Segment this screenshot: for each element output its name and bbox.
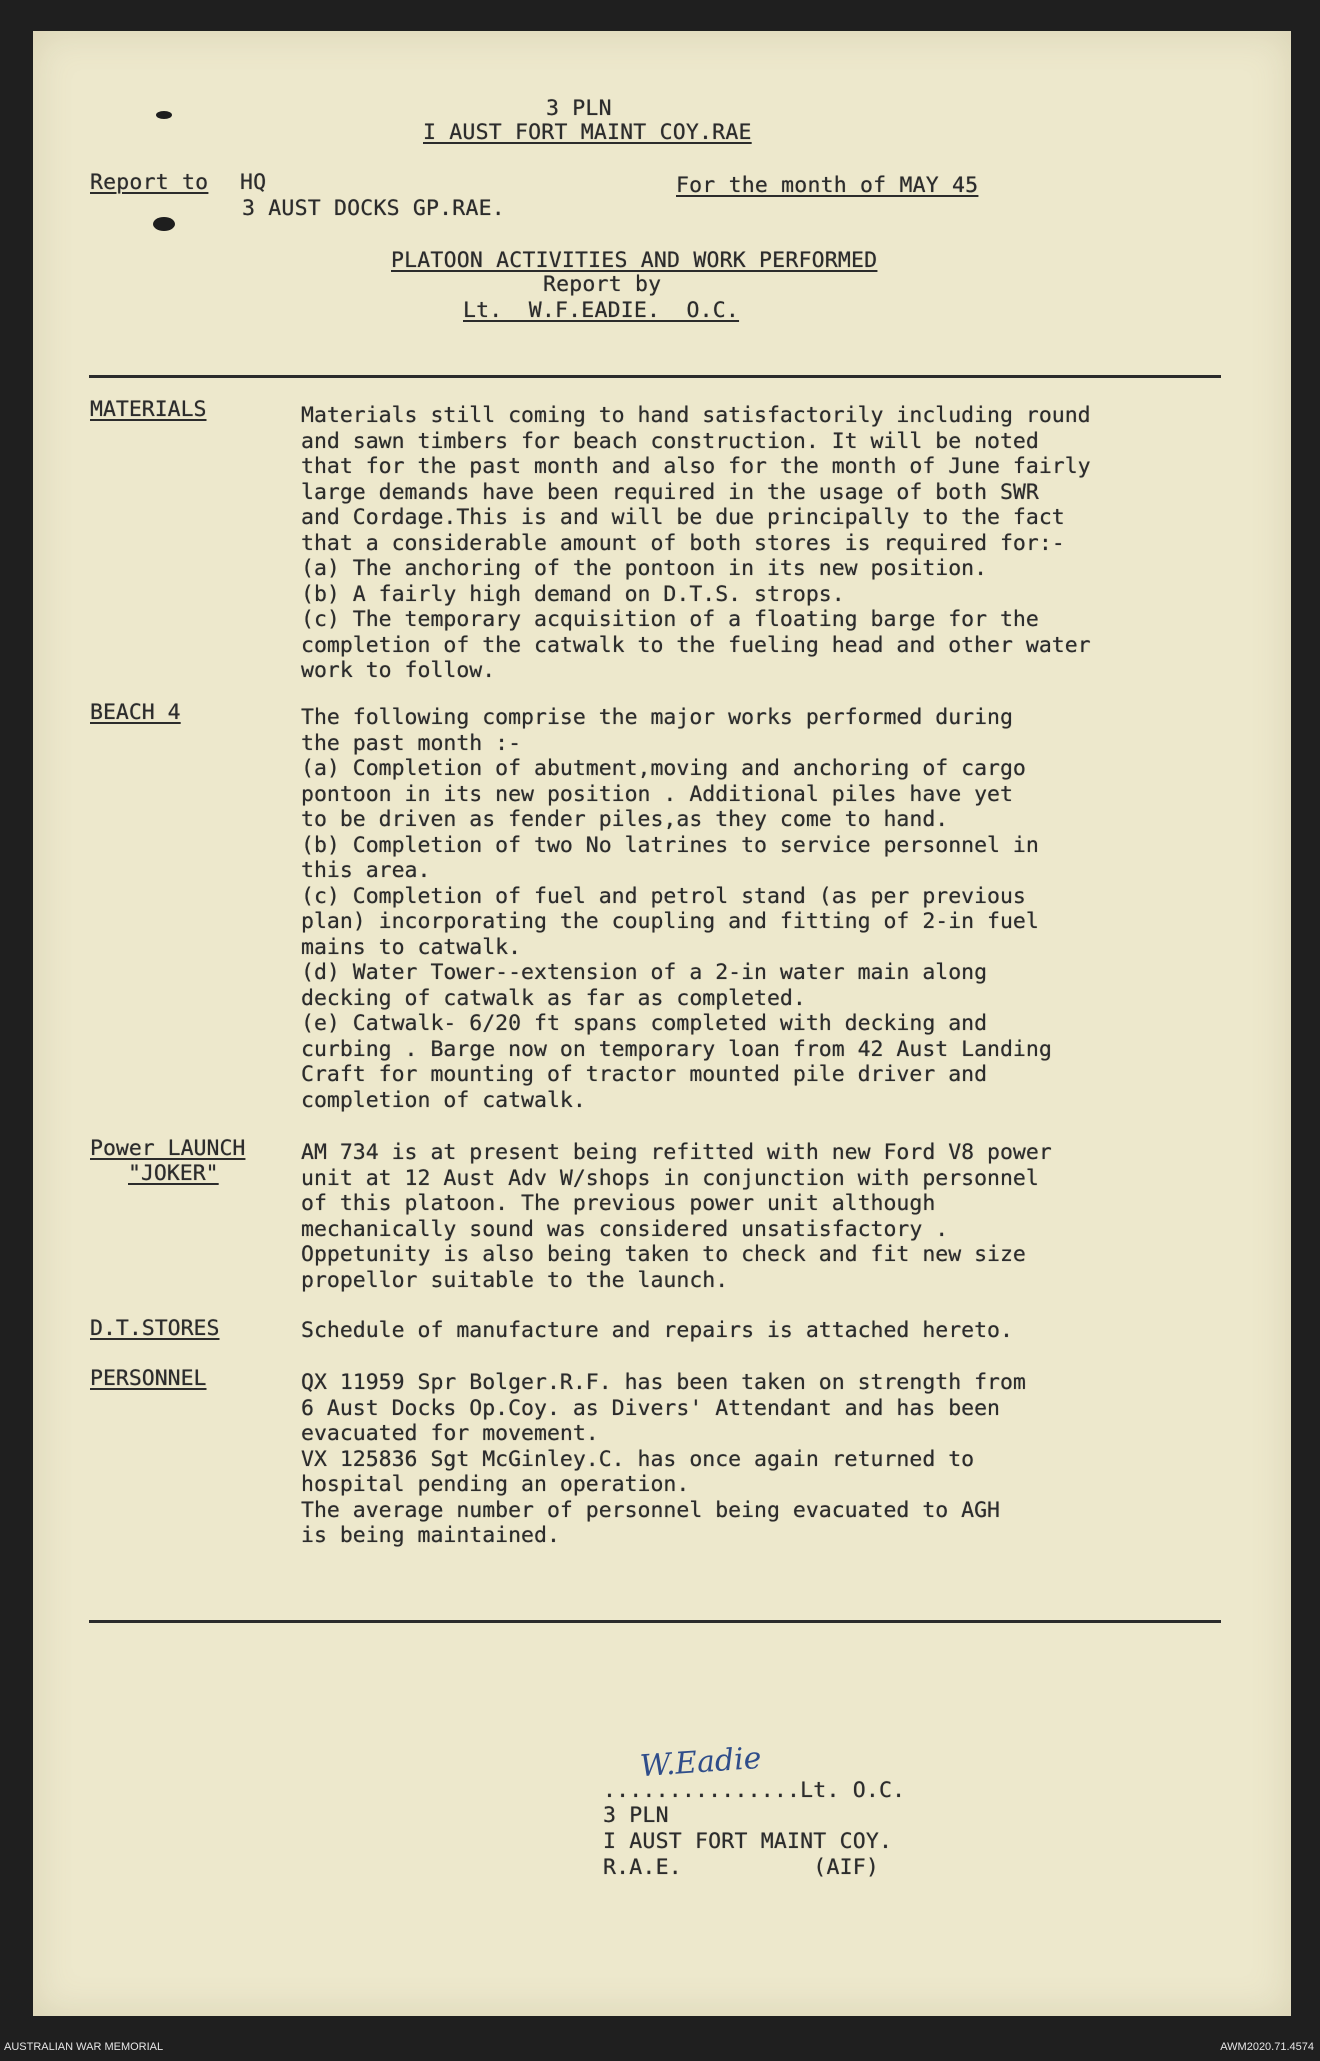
ink-blot: [153, 217, 175, 231]
section-label-power-launch: Power LAUNCH: [90, 1136, 246, 1161]
section-body-materials: [301, 403, 1091, 684]
handwritten-signature: W.Eadie: [638, 1740, 763, 1785]
section-label-personnel: PERSONNEL: [90, 1366, 207, 1391]
body-line: mechanically sound was considered unsatisfactory .: [301, 1216, 949, 1242]
body-line: QX 11959 Spr Bolger.R.F. has been taken on strength from: [301, 1370, 1026, 1395]
body-line: (e) Catwalk- 6/20 ft spans completed with decking and: [301, 1011, 988, 1036]
report-to-value: HQ: [240, 170, 267, 195]
signature-platoon: 3 PLN: [603, 1803, 669, 1828]
body-line: Materials still coming to hand satisfactorily including round: [301, 403, 1091, 428]
body-line: that a considerable amount of both stores is required for:-: [301, 530, 1065, 556]
body-line: (c) Completion of fuel and petrol stand (as per previous: [301, 883, 1026, 909]
ink-blot: [156, 111, 172, 119]
signature-line: ...............Lt. O.C.: [603, 1778, 906, 1803]
body-line: (c) The temporary acquisition of a floating barge for the: [301, 607, 1039, 632]
body-line: completion of catwalk.: [301, 1087, 586, 1113]
document-title: PLATOON ACTIVITIES AND WORK PERFORMED: [391, 248, 878, 273]
report-to-unit: 3 AUST DOCKS GP.RAE.: [242, 196, 505, 221]
signature-company: I AUST FORT MAINT COY.: [603, 1829, 893, 1854]
section-body-dt-stores: [301, 1318, 1013, 1344]
body-line: Oppetunity is also being taken to check and fit new size: [301, 1242, 1026, 1267]
top-divider: [89, 375, 1221, 378]
body-line: to be driven as fender piles,as they come to hand.: [301, 807, 949, 832]
body-line: work to follow.: [301, 658, 496, 683]
body-line: large demands have been required in the usage of both SWR: [301, 479, 1039, 505]
body-line: AM 734 is at present being refitted with new Ford V8 power: [301, 1140, 1052, 1165]
body-line: pontoon in its new position . Additional piles have yet: [301, 781, 1013, 807]
body-line: and sawn timbers for beach construction. It will be noted: [301, 428, 1039, 454]
signature-corps: R.A.E. (AIF): [603, 1855, 880, 1880]
body-line: the past month :-: [301, 730, 522, 756]
body-line: is being maintained.: [301, 1523, 560, 1548]
report-month: For the month of MAY 45: [676, 173, 979, 198]
report-to-label: Report to: [90, 170, 209, 195]
body-line: of this platoon. The previous power unit although: [301, 1191, 936, 1216]
body-line: that for the past month and also for the month of June fairly: [301, 454, 1091, 479]
section-label-dt-stores: D.T.STORES: [90, 1316, 220, 1341]
body-line: propellor suitable to the launch.: [301, 1267, 729, 1293]
footer-accession: AWM2020.71.4574: [1220, 2041, 1314, 2053]
body-line: The following comprise the major works performed during: [301, 705, 1013, 730]
footer-source: AUSTRALIAN WAR MEMORIAL: [4, 2041, 164, 2053]
body-line: (a) Completion of abutment,moving and anchoring of cargo: [301, 756, 1026, 781]
body-line: (d) Water Tower--extension of a 2-in water main along: [301, 960, 988, 985]
body-line: plan) incorporating the coupling and fitting of 2-in fuel: [301, 909, 1039, 934]
report-by: Report by: [543, 272, 662, 297]
bottom-divider: [89, 1620, 1221, 1623]
body-line: The average number of personnel being evacuated to AGH: [301, 1497, 1000, 1523]
body-line: (b) Completion of two No latrines to service personnel in: [301, 832, 1039, 858]
header-line-company: I AUST FORT MAINT COY.RAE: [423, 120, 752, 145]
body-line: 6 Aust Docks Op.Coy. as Divers' Attendant and has been: [301, 1395, 1000, 1421]
report-officer: Lt. W.F.EADIE. O.C.: [463, 298, 740, 323]
section-label-materials: MATERIALS: [90, 397, 207, 422]
body-line: decking of catwalk as far as completed.: [301, 985, 806, 1011]
section-body-beach-4: [301, 705, 1052, 1113]
body-line: completion of the catwalk to the fueling head and other water: [301, 632, 1091, 658]
body-line: Schedule of manufacture and repairs is attached hereto.: [301, 1318, 1013, 1343]
section-label-joker: "JOKER": [128, 1161, 219, 1186]
body-line: hospital pending an operation.: [301, 1472, 690, 1497]
body-line: Craft for mounting of tractor mounted pile driver and: [301, 1062, 988, 1087]
body-line: this area.: [301, 858, 431, 883]
section-body-personnel: [301, 1370, 1026, 1549]
body-line: (a) The anchoring of the pontoon in its new position.: [301, 556, 988, 581]
body-line: VX 125836 Sgt McGinley.C. has once again returned to: [301, 1446, 975, 1472]
section-body-power-launch: [301, 1140, 1052, 1293]
header-line-platoon: 3 PLN: [546, 96, 612, 121]
body-line: evacuated for movement.: [301, 1421, 599, 1446]
body-line: and Cordage.This is and will be due principally to the fact: [301, 505, 1065, 530]
body-line: curbing . Barge now on temporary loan from 42 Aust Landing: [301, 1036, 1052, 1062]
body-line: (b) A fairly high demand on D.T.S. strops.: [301, 581, 845, 607]
body-line: unit at 12 Aust Adv W/shops in conjunction with personnel: [301, 1165, 1039, 1191]
body-line: mains to catwalk.: [301, 934, 522, 960]
section-label-beach-4: BEACH 4: [90, 700, 181, 725]
